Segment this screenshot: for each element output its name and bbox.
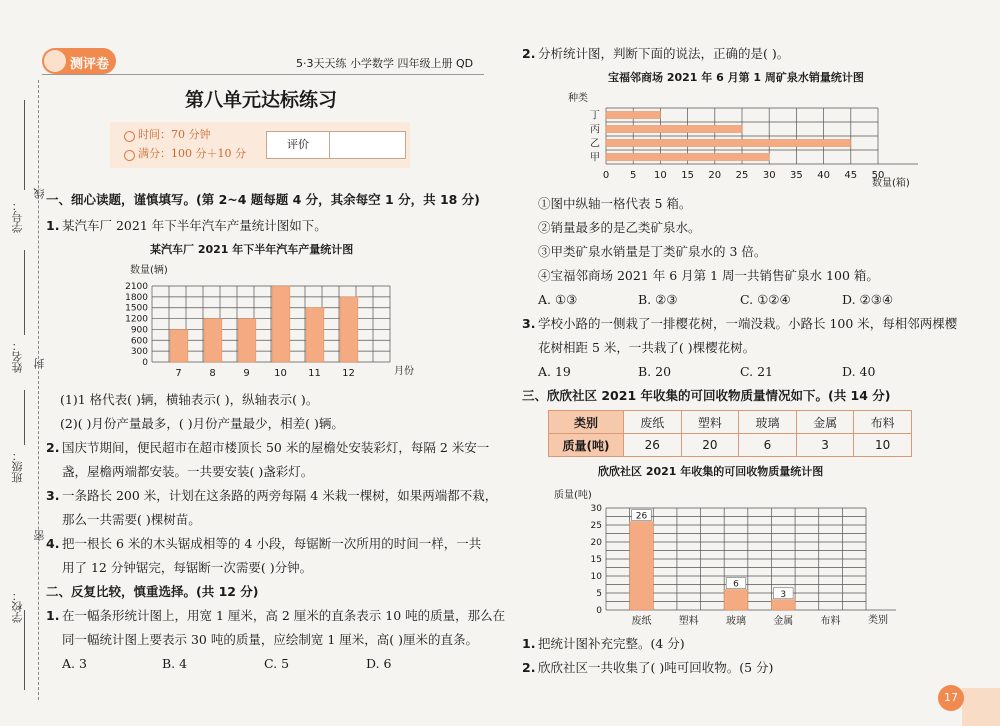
- chart3-bar: [724, 590, 748, 610]
- statement-1: ①图中纵轴一格代表 5 箱。: [538, 196, 692, 211]
- q2-line1: 国庆节期间，便民超市在超市楼顶长 50 米的屋檐处安装彩灯，每隔 2 米安一: [62, 440, 490, 455]
- chart3-ytick: 30: [590, 504, 602, 514]
- chart3-data-label: 26: [635, 511, 648, 522]
- chart2-ylabel: 种类: [568, 93, 588, 104]
- chart1-title: 某汽车厂 2021 年下半年汽车产量统计图: [150, 243, 354, 256]
- school-label: 学校：: [11, 590, 24, 623]
- test-badge-label: 测评卷: [70, 57, 110, 72]
- table-cell: 玻璃: [739, 411, 797, 434]
- chart3-bar: [630, 522, 654, 610]
- chart2-ytick: 甲: [590, 152, 600, 164]
- student-no-label: 学号：: [11, 200, 24, 233]
- face-icon: [44, 50, 66, 72]
- line-mark: 线: [33, 188, 46, 199]
- r-q3-line1: 学校小路的一侧栽了一排樱花树，一端没栽。小路长 100 米，每相邻两棵樱: [538, 316, 958, 331]
- page-number: 17: [938, 685, 964, 711]
- chart2-bar: [606, 112, 660, 119]
- evaluation-label: 评价: [287, 138, 309, 151]
- seal-mark: 封: [33, 358, 46, 369]
- chart1-ytick: 2100: [125, 282, 148, 292]
- class-label: 班级：: [11, 450, 24, 483]
- q1-part1: (1)1 格代表( )辆，横轴表示( )，纵轴表示( )。: [60, 392, 319, 407]
- q2-line2: 盏，屋檐两端都安装。一共要安装( )盏彩灯。: [62, 464, 314, 479]
- clock-icon: [124, 131, 135, 142]
- q1-number: 1.: [46, 218, 60, 233]
- chart2-ytick: 丙: [590, 124, 600, 136]
- chart2-ytick: 乙: [590, 138, 600, 150]
- r-q3-line2: 花树相距 5 米，一共栽了( )棵樱花树。: [538, 340, 756, 355]
- chart2-xtick: 10: [654, 170, 667, 181]
- chart2-xtick: 5: [630, 170, 637, 181]
- table-cell: 金属: [796, 411, 854, 434]
- s3-q2-text: 欣欣社区一共收集了( )吨可回收物。(5 分): [538, 660, 774, 675]
- r-q2-option-d[interactable]: D. ②③④: [842, 292, 894, 307]
- chart1-ytick: 1500: [125, 303, 148, 314]
- s2-q1-line1: 在一幅条形统计图上，用宽 1 厘米，高 2 厘米的直条表示 10 吨的质量，那么在: [62, 608, 506, 623]
- corner-decoration: [962, 688, 1000, 726]
- secret-mark: 密: [33, 530, 46, 541]
- statement-2: ②销量最多的是乙类矿泉水。: [538, 220, 701, 235]
- chart3-ytick: 20: [590, 538, 602, 548]
- q1-part2: (2)( )月份产量最多，( )月份产量最少，相差( )辆。: [60, 416, 344, 431]
- r-q3-option-a[interactable]: A. 19: [538, 364, 571, 379]
- chart1-xtick: 9: [243, 368, 250, 378]
- student-no-underline: [24, 100, 25, 190]
- name-label: 姓名：: [11, 340, 24, 373]
- section-2-heading: 二、反复比较，慎重选择。(共 12 分): [46, 584, 259, 599]
- r-q2-text: 分析统计图，判断下面的说法，正确的是( )。: [538, 46, 790, 61]
- s2-q1-option-a[interactable]: A. 3: [62, 656, 87, 671]
- time-limit: 时间：70 分钟: [138, 128, 211, 141]
- s3-q1-text: 把统计图补充完整。(4 分): [538, 636, 685, 651]
- chart2-xtick: 45: [844, 170, 858, 181]
- chart2-bar: [606, 140, 851, 147]
- q1-text: 某汽车厂 2021 年下半年汽车产量统计图如下。: [62, 218, 327, 233]
- s2-q1-option-c[interactable]: C. 5: [264, 656, 290, 671]
- chart1-bar: [340, 297, 358, 362]
- table-header-cell: 质量(吨): [549, 434, 624, 457]
- chart1-ytick: 1800: [125, 292, 148, 303]
- s2-q1-option-b[interactable]: B. 4: [162, 656, 188, 671]
- chart1-ytick: 0: [142, 358, 148, 368]
- s2-q1-line2: 同一幅统计图上要表示 30 吨的质量，应绘制宽 1 厘米，高( )厘米的直条。: [62, 632, 478, 647]
- chart3: [548, 484, 908, 630]
- table-cell: 26: [624, 434, 682, 457]
- chart2-xlabel: 数量(箱): [872, 178, 910, 189]
- chart2-xtick: 0: [602, 170, 610, 181]
- table-cell: 6: [739, 434, 797, 457]
- chart2: [548, 88, 938, 192]
- r-q3-option-d[interactable]: D. 40: [842, 364, 876, 379]
- chart3-ytick: 15: [590, 555, 602, 565]
- q4-line1: 把一根长 6 米的木头锯成相等的 4 小段，每锯断一次所用的时间一样，一共: [62, 536, 482, 551]
- r-q2-option-b[interactable]: B. ②③: [638, 292, 678, 307]
- evaluation-box[interactable]: [266, 131, 406, 159]
- q2-number: 2.: [46, 440, 60, 455]
- chart2-title: 宝福邻商场 2021 年 6 月第 1 周矿泉水销量统计图: [608, 71, 864, 84]
- table-cell: 布料: [854, 411, 912, 434]
- section-1-heading: 一、细心读题，谨慎填写。(第 2~4 题每题 4 分，其余每空 1 分，共 18 分): [46, 192, 480, 207]
- chart3-ylabel: 质量(吨): [554, 490, 592, 501]
- table-cell: 塑料: [681, 411, 739, 434]
- school-underline: [24, 610, 25, 690]
- s3-q1-number: 1.: [522, 636, 536, 651]
- statement-3: ③甲类矿泉水销量是丁类矿泉水的 3 倍。: [538, 244, 767, 259]
- chart3-xtick: 布料: [820, 616, 841, 627]
- table-cell: 3: [796, 434, 854, 457]
- chart1-ytick: 1200: [125, 314, 148, 325]
- chart3-data-label: 6: [733, 579, 739, 590]
- test-badge: [42, 48, 116, 74]
- statement-4: ④宝福邻商场 2021 年 6 月第 1 周一共销售矿泉水 100 箱。: [538, 268, 879, 283]
- q4-number: 4.: [46, 536, 60, 551]
- table-row: [549, 411, 912, 434]
- s3-q2-number: 2.: [522, 660, 536, 675]
- chart1-xlabel: 月份: [394, 366, 414, 377]
- table-cell: 废纸: [624, 411, 682, 434]
- chart3-xtick: 废纸: [631, 616, 652, 627]
- class-underline: [24, 390, 25, 445]
- r-q3-option-b[interactable]: B. 20: [638, 364, 672, 379]
- chart2-xtick: 15: [681, 170, 694, 181]
- chart2-bar: [606, 126, 742, 133]
- table-header-cell: 类别: [549, 411, 624, 434]
- s2-q1-option-d[interactable]: D. 6: [366, 656, 392, 671]
- chart2-xtick: 40: [817, 170, 830, 181]
- full-score: 满分：100 分＋10 分: [138, 147, 246, 160]
- chart2-bar: [606, 154, 769, 161]
- chart3-xtick: 塑料: [678, 616, 699, 627]
- page-title: 第八单元达标练习: [185, 89, 338, 111]
- check-icon: [124, 150, 135, 161]
- chart3-ytick: 25: [590, 521, 602, 531]
- evaluation-divider: [329, 132, 330, 158]
- chart1-xtick: 12: [342, 368, 355, 378]
- table-row: [549, 434, 912, 457]
- r-q2-number: 2.: [522, 46, 536, 61]
- chart2-xtick: 50: [871, 170, 885, 181]
- chart3-bar: [771, 600, 795, 610]
- chart3-ytick: 10: [590, 572, 602, 582]
- table-cell: 10: [854, 434, 912, 457]
- recyclables-table: [548, 410, 912, 457]
- r-q2-option-c[interactable]: C. ①②④: [740, 292, 791, 307]
- r-q3-number: 3.: [522, 316, 536, 331]
- exam-info-box: [110, 122, 410, 168]
- chart3-xlabel: 类别: [868, 615, 888, 626]
- q3-line2: 那么一共需要( )棵树苗。: [62, 512, 201, 527]
- chart3-title: 欣欣社区 2021 年收集的可回收物质量统计图: [598, 465, 824, 478]
- chart3-ytick: 0: [596, 606, 602, 616]
- chart2-ytick: 丁: [590, 110, 600, 122]
- chart3-data-label: 3: [780, 589, 787, 600]
- q3-line1: 一条路长 200 米，计划在这条路的两旁每隔 4 米栽一棵树，如果两端都不栽，: [62, 488, 498, 503]
- chart1-bar: [238, 319, 256, 362]
- q4-line2: 用了 12 分钟锯完，每锯断一次需要( )分钟。: [62, 560, 313, 575]
- chart1-xtick: 11: [308, 368, 321, 378]
- chart1-bar: [306, 308, 324, 362]
- chart2-xtick: 25: [735, 170, 749, 181]
- binding-line: [38, 80, 39, 700]
- chart3-xtick: 玻璃: [726, 616, 746, 627]
- chart3-ytick: 5: [596, 589, 602, 599]
- chart1-xtick: 7: [175, 368, 182, 378]
- chart2-xtick: 35: [790, 170, 803, 181]
- chart2-xtick: 30: [762, 170, 776, 181]
- chart1-ylabel: 数量(辆): [130, 265, 168, 276]
- header-rule: [42, 74, 484, 75]
- q3-number: 3.: [46, 488, 60, 503]
- section-3-heading: 三、欣欣社区 2021 年收集的可回收物质量情况如下。(共 14 分): [522, 388, 891, 403]
- chart1-bar: [204, 319, 222, 362]
- chart1-ytick: 300: [130, 347, 148, 358]
- chart2-xtick: 20: [708, 170, 722, 181]
- table-cell: 20: [681, 434, 739, 457]
- r-q2-option-a[interactable]: A. ①③: [538, 292, 578, 307]
- chart1-bar: [272, 286, 290, 362]
- name-underline: [24, 250, 25, 335]
- s2-q1-number: 1.: [46, 608, 60, 623]
- chart1-xtick: 10: [274, 368, 287, 378]
- chart1-ytick: 600: [130, 336, 148, 347]
- chart3-xtick: 金属: [773, 616, 794, 627]
- chart1-bar: [170, 329, 188, 362]
- r-q3-option-c[interactable]: C. 21: [740, 364, 773, 379]
- chart1-ytick: 900: [130, 325, 148, 336]
- series-info: 5·3天天练 小学数学 四年级上册 QD: [296, 57, 474, 70]
- chart1-xtick: 8: [209, 368, 216, 378]
- chart1: [100, 258, 420, 378]
